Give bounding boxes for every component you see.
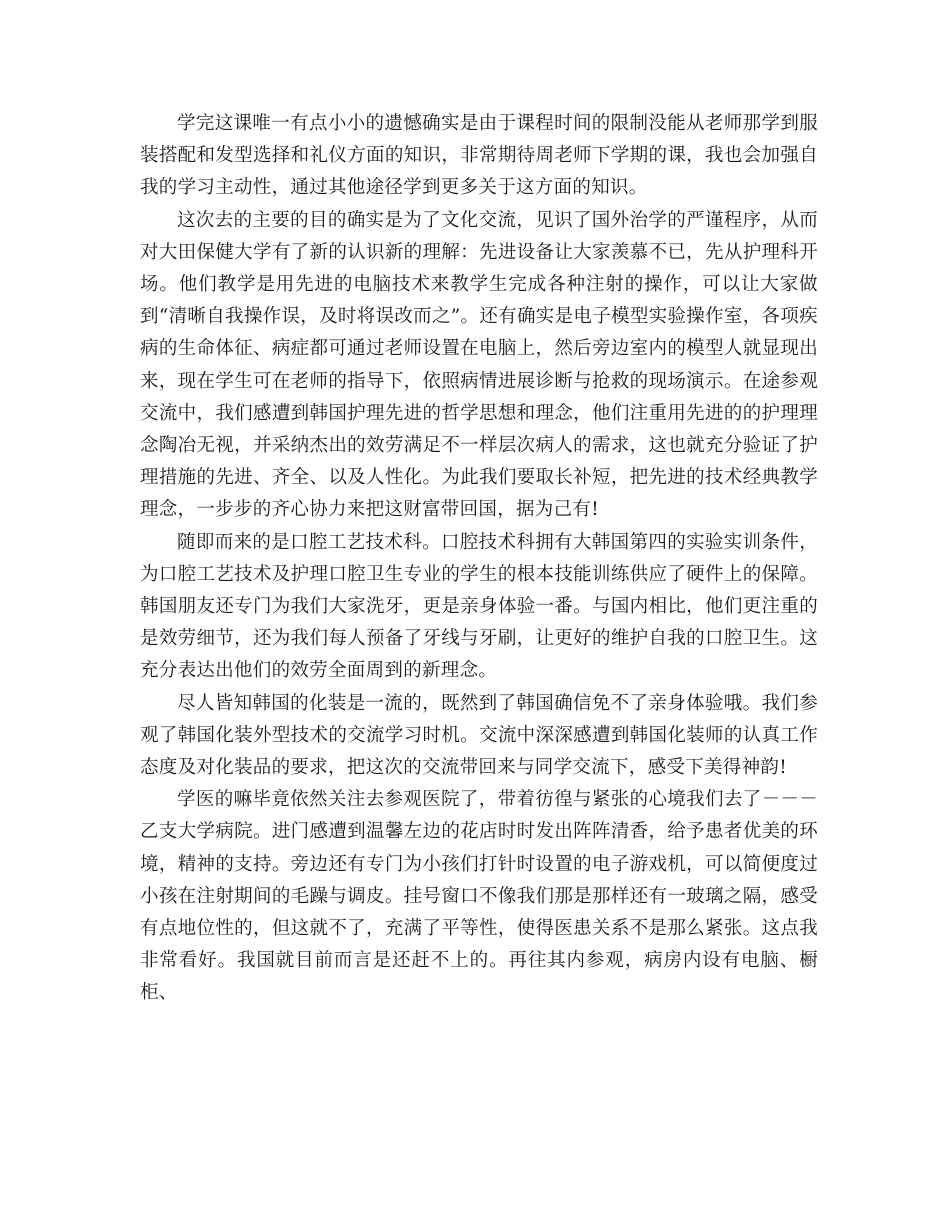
paragraph: 这次去的主要的目的确实是为了文化交流，见识了国外治学的严谨程序，从而对大田保健大学有了新的认识新的理解：先进设备让大家羡慕不已，先从护理科开场。他们教学是用先进的电脑技术来教学生完成各种注射的操作，可以让大家做到“清晰自我操作误，及时将误改而之”。还有确实是电子模型实验操作室，各项疾病的生命体征、病症都可通过老师设置在电脑上，然后旁边室内的模型人就显现出来，现在学生可在老师的指导下，依照病情进展诊断与抢救的现场演示。在途参观交流中，我们感遭到韩国护理先进的哲学思想和理念，他们注重用先进的的护理理念陶冶无视，并采纳杰出的效劳满足不一样层次病人的需求，这也就充分验证了护理措施的先进、齐全、以及人性化。为此我们要取长补短，把先进的技术经典教学理念，一步步的齐心协力来把这财富带回国，据为己有! [140,209,818,521]
paragraph: 学完这课唯一有点小小的遗憾确实是由于课程时间的限制没能从老师那学到服装搭配和发型选择和礼仪方面的知识，非常期待周老师下学期的课，我也会加强自我的学习主动性，通过其他途径学到更多关于这方面的知识。 [140,113,818,199]
paragraph: 学医的嘛毕竟依然关注去参观医院了，带着彷徨与紧张的心境我们去了－－－乙支大学病院。进门感遭到温馨左边的花店时时发出阵阵清香，给予患者优美的环境，精神的支持。旁边还有专门为小孩们打针时设置的电子游戏机，可以简便度过小孩在注射期间的毛躁与调皮。挂号窗口不像我们那是那样还有一玻璃之隔，感受有点地位性的，但这就不了，充满了平等性，使得医患关系不是那么紧张。这点我非常看好。我国就目前而言是还赶不上的。再往其内参观，病房内设有电脑、橱柜、 [140,789,818,1004]
document-body [140,108,818,1010]
paragraph: 尽人皆知韩国的化装是一流的，既然到了韩国确信免不了亲身体验哦。我们参观了韩国化装外型技术的交流学习时机。交流中深深感遭到韩国化装师的认真工作态度及对化装品的要求，把这次的交流带回来与同学交流下，感受下美得神韵! [140,692,818,779]
paragraph: 随即而来的是口腔工艺技术科。口腔技术科拥有大韩国第四的实验实训条件，为口腔工艺技术及护理口腔卫生专业的学生的根本技能训练供应了硬件上的保障。韩国朋友还专门为我们大家洗牙，更是亲身体验一番。与国内相比，他们更注重的是效劳细节，还为我们每人预备了牙线与牙刷，让更好的维护自我的口腔卫生。这充分表达出他们的效劳全面周到的新理念。 [140,531,818,682]
